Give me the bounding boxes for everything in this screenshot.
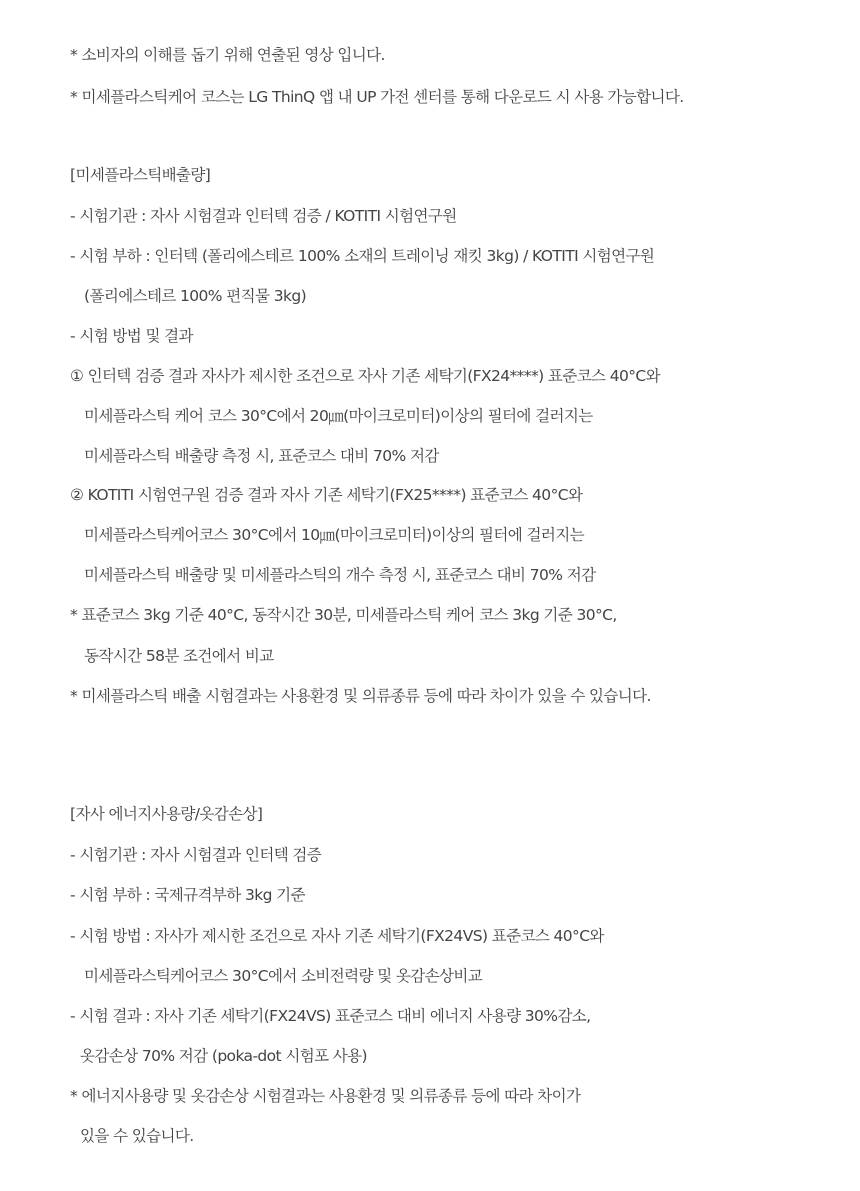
- microplastic-line: * 표준코스 3kg 기준 40°C, 동작시간 30분, 미세플라스틱 케어 코스 3kg 기준 30°C,: [70, 606, 617, 624]
- energy-line: 있을 수 있습니다.: [80, 1127, 194, 1145]
- microplastic-line: 미세플라스틱 배출량 및 미세플라스틱의 개수 측정 시, 표준코스 대비 70% 저감: [84, 566, 596, 584]
- energy-line: 옷감손상 70% 저감 (poka-dot 시험포 사용): [80, 1047, 368, 1065]
- microplastic-line: 미세플라스틱 배출량 측정 시, 표준코스 대비 70% 저감: [84, 447, 439, 465]
- energy-line: * 에너지사용량 및 옷감손상 시험결과는 사용환경 및 의류종류 등에 따라 차이가: [70, 1087, 581, 1105]
- note-thinq-download: * 미세플라스틱케어 코스는 LG ThinQ 앱 내 UP 가전 센터를 통해 다운로드 시 사용 가능합니다.: [70, 88, 684, 106]
- microplastic-line: 동작시간 58분 조건에서 비교: [84, 647, 274, 665]
- microplastic-line: - 시험 방법 및 결과: [70, 327, 193, 345]
- microplastic-line: 미세플라스틱케어코스 30°C에서 10㎛(마이크로미터)이상의 필터에 걸러지는: [84, 526, 584, 544]
- energy-heading: [자사 에너지사용량/옷감손상]: [70, 805, 263, 823]
- energy-line: 미세플라스틱케어코스 30°C에서 소비전력량 및 옷감손상비교: [84, 967, 483, 985]
- microplastic-line: - 시험기관 : 자사 시험결과 인터텍 검증 / KOTITI 시험연구원: [70, 207, 457, 225]
- energy-line: - 시험기관 : 자사 시험결과 인터텍 검증: [70, 846, 322, 864]
- microplastic-line: (폴리에스테르 100% 편직물 3kg): [84, 287, 307, 305]
- note-video-disclaimer: * 소비자의 이해를 돕기 위해 연출된 영상 입니다.: [70, 46, 385, 64]
- microplastic-line: * 미세플라스틱 배출 시험결과는 사용환경 및 의류종류 등에 따라 차이가 있을 수 있습니다.: [70, 687, 651, 705]
- microplastic-line: ② KOTITI 시험연구원 검증 결과 자사 기존 세탁기(FX25****) 표준코스 40°C와: [70, 486, 583, 504]
- microplastic-line: 미세플라스틱 케어 코스 30°C에서 20㎛(마이크로미터)이상의 필터에 걸러지는: [84, 407, 593, 425]
- microplastic-line: - 시험 부하 : 인터텍 (폴리에스테르 100% 소재의 트레이닝 재킷 3kg) / KOTITI 시험연구원: [70, 247, 655, 265]
- energy-line: - 시험 방법 : 자사가 제시한 조건으로 자사 기존 세탁기(FX24VS) 표준코스 40°C와: [70, 927, 604, 945]
- microplastic-line: ① 인터텍 검증 결과 자사가 제시한 조건으로 자사 기존 세탁기(FX24****) 표준코스 40°C와: [70, 367, 660, 385]
- energy-line: - 시험 결과 : 자사 기존 세탁기(FX24VS) 표준코스 대비 에너지 사용량 30%감소,: [70, 1007, 591, 1025]
- microplastic-heading: [미세플라스틱배출량]: [70, 166, 211, 184]
- energy-line: - 시험 부하 : 국제규격부하 3kg 기준: [70, 886, 305, 904]
